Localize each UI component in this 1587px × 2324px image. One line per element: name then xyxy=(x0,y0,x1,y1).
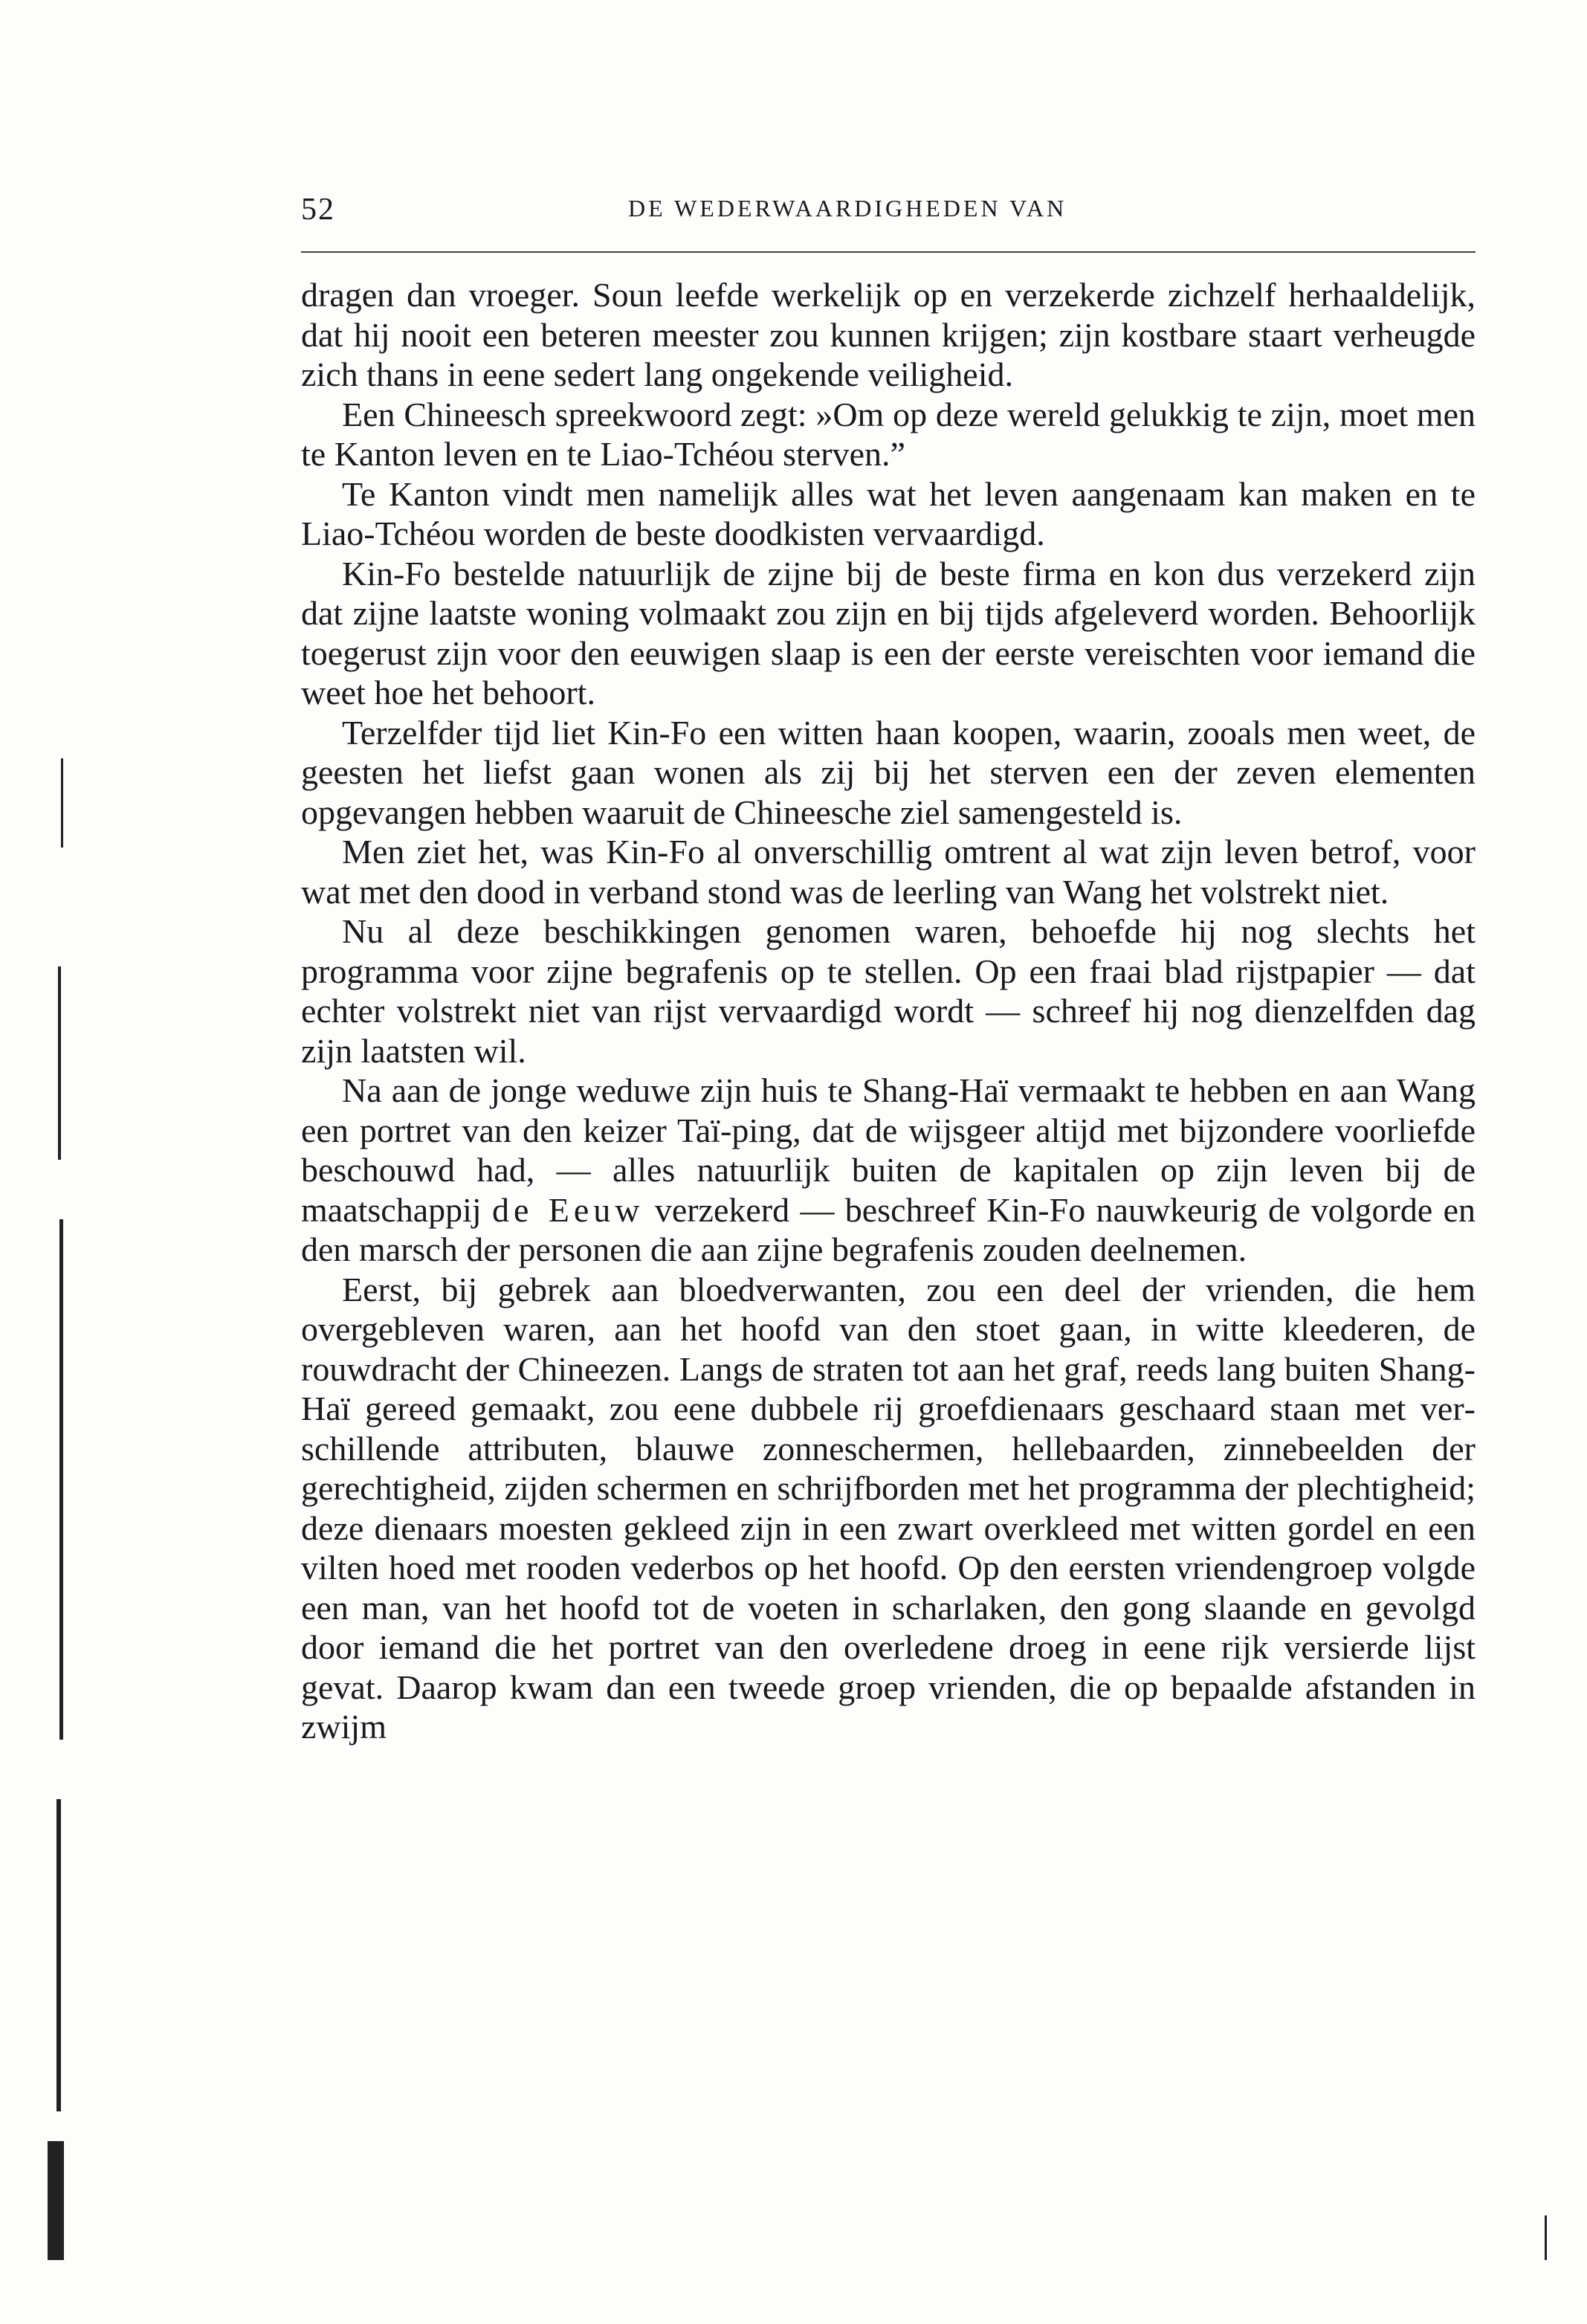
scan-edge-mark xyxy=(58,966,61,1160)
paragraph: Een Chineesch spreekwoord zegt: »Om op deze wereld gelukkig te zijn, moet men te Kanton leven en te Liao-Tchéou sterven.” xyxy=(301,395,1476,473)
scan-edge-mark xyxy=(59,1219,63,1740)
paragraph: Te Kanton vindt men namelijk alles wat het leven aangenaam kan maken en te Liao-Tchéou worden de beste doodkisten vervaardigd. xyxy=(301,474,1476,552)
header-rule xyxy=(301,251,1476,253)
paragraph-will xyxy=(301,1071,1476,1270)
scan-edge-mark xyxy=(56,1799,61,2111)
paragraph: dragen dan vroeger. Soun leefde werkelijk op en verzekerde zichzelf herhaaldelijk, dat hij nooit een beteren meester zou kunnen krijgen; zijn kostbare staart verheugde zich thans in eene sedert lang ongekende veiligheid. xyxy=(301,276,1476,393)
paragraph: Kin-Fo bestelde natuurlijk de zijne bij de beste firma en kon dus verzekerd zijn dat zijne laatste woning volmaakt zou zijn en bij tijds afgeleverd worden. Behoorlijk toegerust zijn voor den eeuwigen slaap is een der eerste vereischten voor iemand die weet hoe het behoort. xyxy=(301,554,1476,711)
body-text xyxy=(301,275,1476,1747)
paragraph: Men ziet het, was Kin-Fo al onverschillig omtrent al wat zijn leven betrof, voor wat met den dood in verband stond was de leerling van Wang het volstrekt niet. xyxy=(301,833,1476,911)
scan-edge-mark xyxy=(1545,2215,1547,2260)
will-text-before: Na aan de jonge weduwe zijn huis te Shang-Haï vermaakt te hebben en aan Wang een portret van den keizer Taï-ping, dat de wijsgeer altijd met bijzondere voorliefde beschouwd had, — alles natuurlijk buiten de kapitalen op zijn leven bij de maatschappij xyxy=(301,1071,1476,1229)
will-text-after: verzekerd — beschreef Kin-Fo nauwkeurig de volgorde en den marsch der personen die aan zijne begrafenis zouden deelnemen. xyxy=(301,1190,1476,1268)
running-title: DE WEDERWAARDIGHEDEN VAN xyxy=(628,195,1067,222)
page-number: 52 xyxy=(301,193,335,227)
company-name: de Eeuw xyxy=(492,1190,644,1229)
paragraph: Nu al deze beschikkingen genomen waren, behoefde hij nog slechts het programma voor zijne begrafenis op te stellen. Op een fraai blad rijstpapier — dat echter volstrekt niet van rijst vervaardigd wordt — schreef hij nog dienzelfden dag zijn laatsten wil. xyxy=(301,912,1476,1070)
running-head xyxy=(301,192,1476,236)
scan-edge-mark xyxy=(48,2141,64,2260)
paragraph: Terzelfder tijd liet Kin-Fo een witten haan koopen, waarin, zooals men weet, de geesten het liefst gaan wonen als zij bij het sterven een der zeven elementen opgevangen hebben waaruit de Chineesche ziel samengesteld is. xyxy=(301,713,1476,831)
scan-edge-mark xyxy=(61,758,63,848)
paragraph: Eerst, bij gebrek aan bloedverwanten, zou een deel der vrienden, die hem overgebleven waren, aan het hoofd van den stoet gaan, in witte kleederen, de rouwdracht der Chineezen. Langs de straten tot aan het graf, reeds lang buiten Shang-Haï gereed gemaakt, zou eene dubbele rij groefdienaars geschaard staan met verschillende attributen, blauwe zonneschermen, hellebaarden, zinnebeelden der gerechtigheid, zijden schermen en schrijfborden met het programma der plechtigheid; deze dienaars moesten gekleed zijn in een zwart overkleed met witten gordel en een vilten hoed met rooden vederbos op het hoofd. Op den eersten vriendengroep volgde een man, van het hoofd tot de voeten in scharlaken, den gong slaande en gevolgd door iemand die het portret van den overledene droeg in eene rijk versierde lijst gevat. Daarop kwam dan een tweede groep vrienden, die op bepaalde afstanden in zwijm xyxy=(301,1270,1476,1746)
